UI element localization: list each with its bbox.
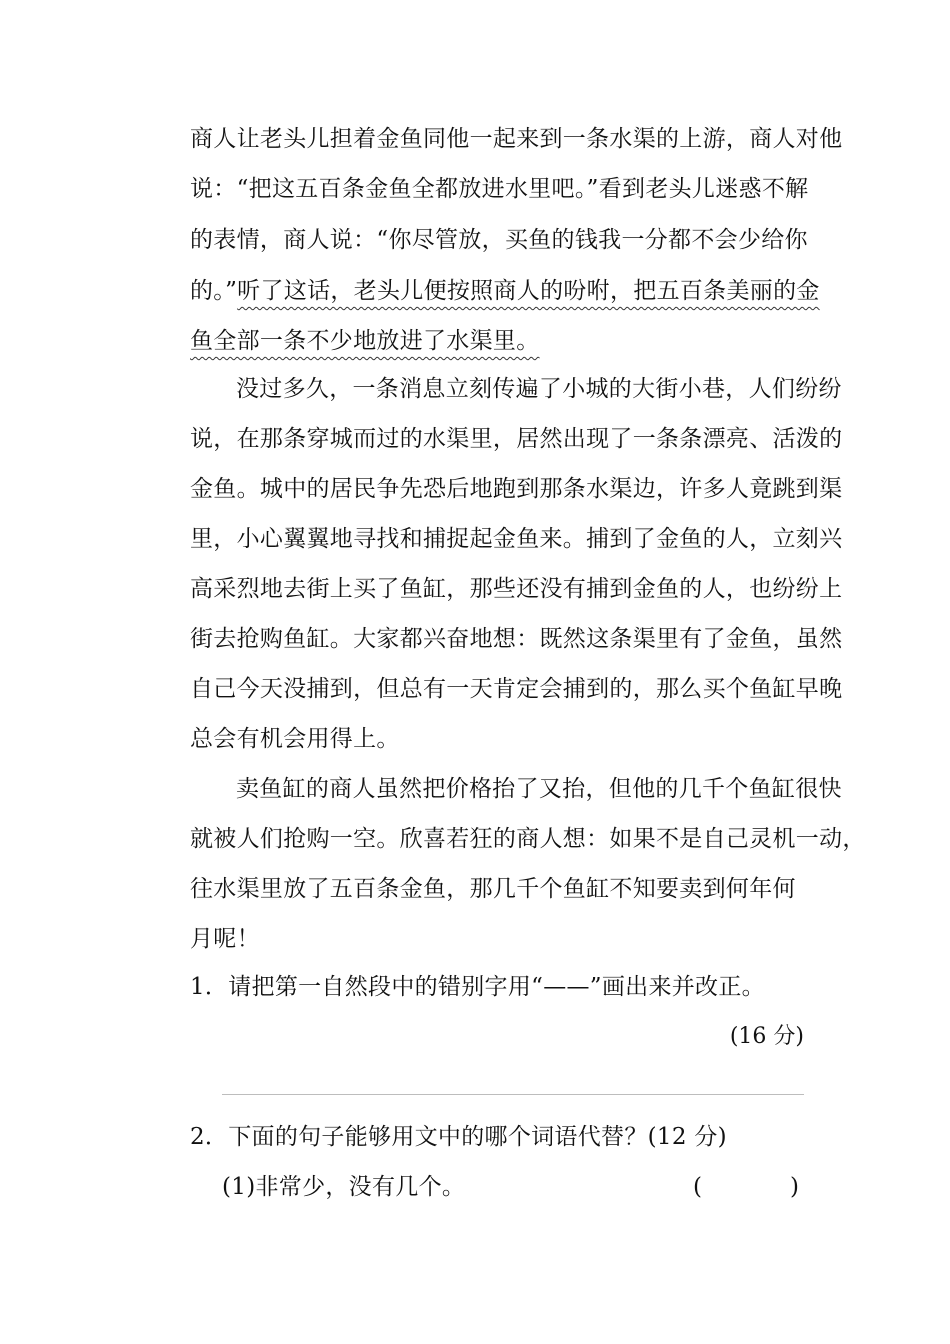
passage-line: 高采烈地去街上买了鱼缸，那些还没有捕到金鱼的人，也纷纷上 <box>190 576 843 602</box>
answer-paren-open: ( <box>693 1174 702 1200</box>
answer-paren-close: ) <box>790 1174 799 1200</box>
passage-line: 就被人们抢购一空。欣喜若狂的商人想：如果不是自己灵机一动， <box>190 826 866 852</box>
passage-line: 说，在那条穿城而过的水渠里，居然出现了一条条漂亮、活泼的 <box>190 426 843 452</box>
passage-line: 往水渠里放了五百条金鱼，那几千个鱼缸不知要卖到何年何 <box>190 876 796 902</box>
passage-line <box>190 276 820 306</box>
wavy-underlined-sentence: 听了这话，老头儿便按照商人的吩咐，把五百条美丽的金 <box>237 278 820 304</box>
passage-text: 的。” <box>190 278 238 304</box>
wavy-underlined-sentence: 鱼全部一条不少地放进了水渠里。 <box>190 328 540 354</box>
question-2-sub-1: (1)非常少，没有几个。 <box>222 1174 466 1200</box>
passage-line: 总会有机会用得上。 <box>190 726 400 752</box>
passage-line: 自己今天没捕到，但总有一天肯定会捕到的，那么买个鱼缸早晚 <box>190 676 843 702</box>
question-1: 1．请把第一自然段中的错别字用“——”画出来并改正。 <box>190 974 765 1000</box>
passage-line: 没过多久，一条消息立刻传遍了小城的大街小巷，人们纷纷 <box>236 376 842 402</box>
passage-line: 月呢！ <box>190 926 260 952</box>
passage-line: 里，小心翼翼地寻找和捕捉起金鱼来。捕到了金鱼的人，立刻兴 <box>190 526 843 552</box>
passage-line: 金鱼。城中的居民争先恐后地跑到那条水渠边，许多人竟跳到渠 <box>190 476 843 502</box>
passage-line: 的表情，商人说：“你尽管放，买鱼的钱我一分都不会少给你 <box>190 227 808 253</box>
passage-line <box>190 326 810 356</box>
passage-line: 说：“把这五百条金鱼全都放进水里吧。”看到老头儿迷惑不解 <box>190 176 809 202</box>
passage-line: 商人让老头儿担着金鱼同他一起来到一条水渠的上游，商人对他 <box>190 126 843 152</box>
question-1-score: (16 分) <box>729 1024 804 1049</box>
question-2: 2．下面的句子能够用文中的哪个词语代替？(12 分) <box>190 1124 727 1150</box>
answer-line[interactable] <box>222 1094 804 1095</box>
passage-line: 街去抢购鱼缸。大家都兴奋地想：既然这条渠里有了金鱼，虽然 <box>190 626 843 652</box>
passage-line: 卖鱼缸的商人虽然把价格抬了又抬，但他的几千个鱼缸很快 <box>236 776 842 802</box>
